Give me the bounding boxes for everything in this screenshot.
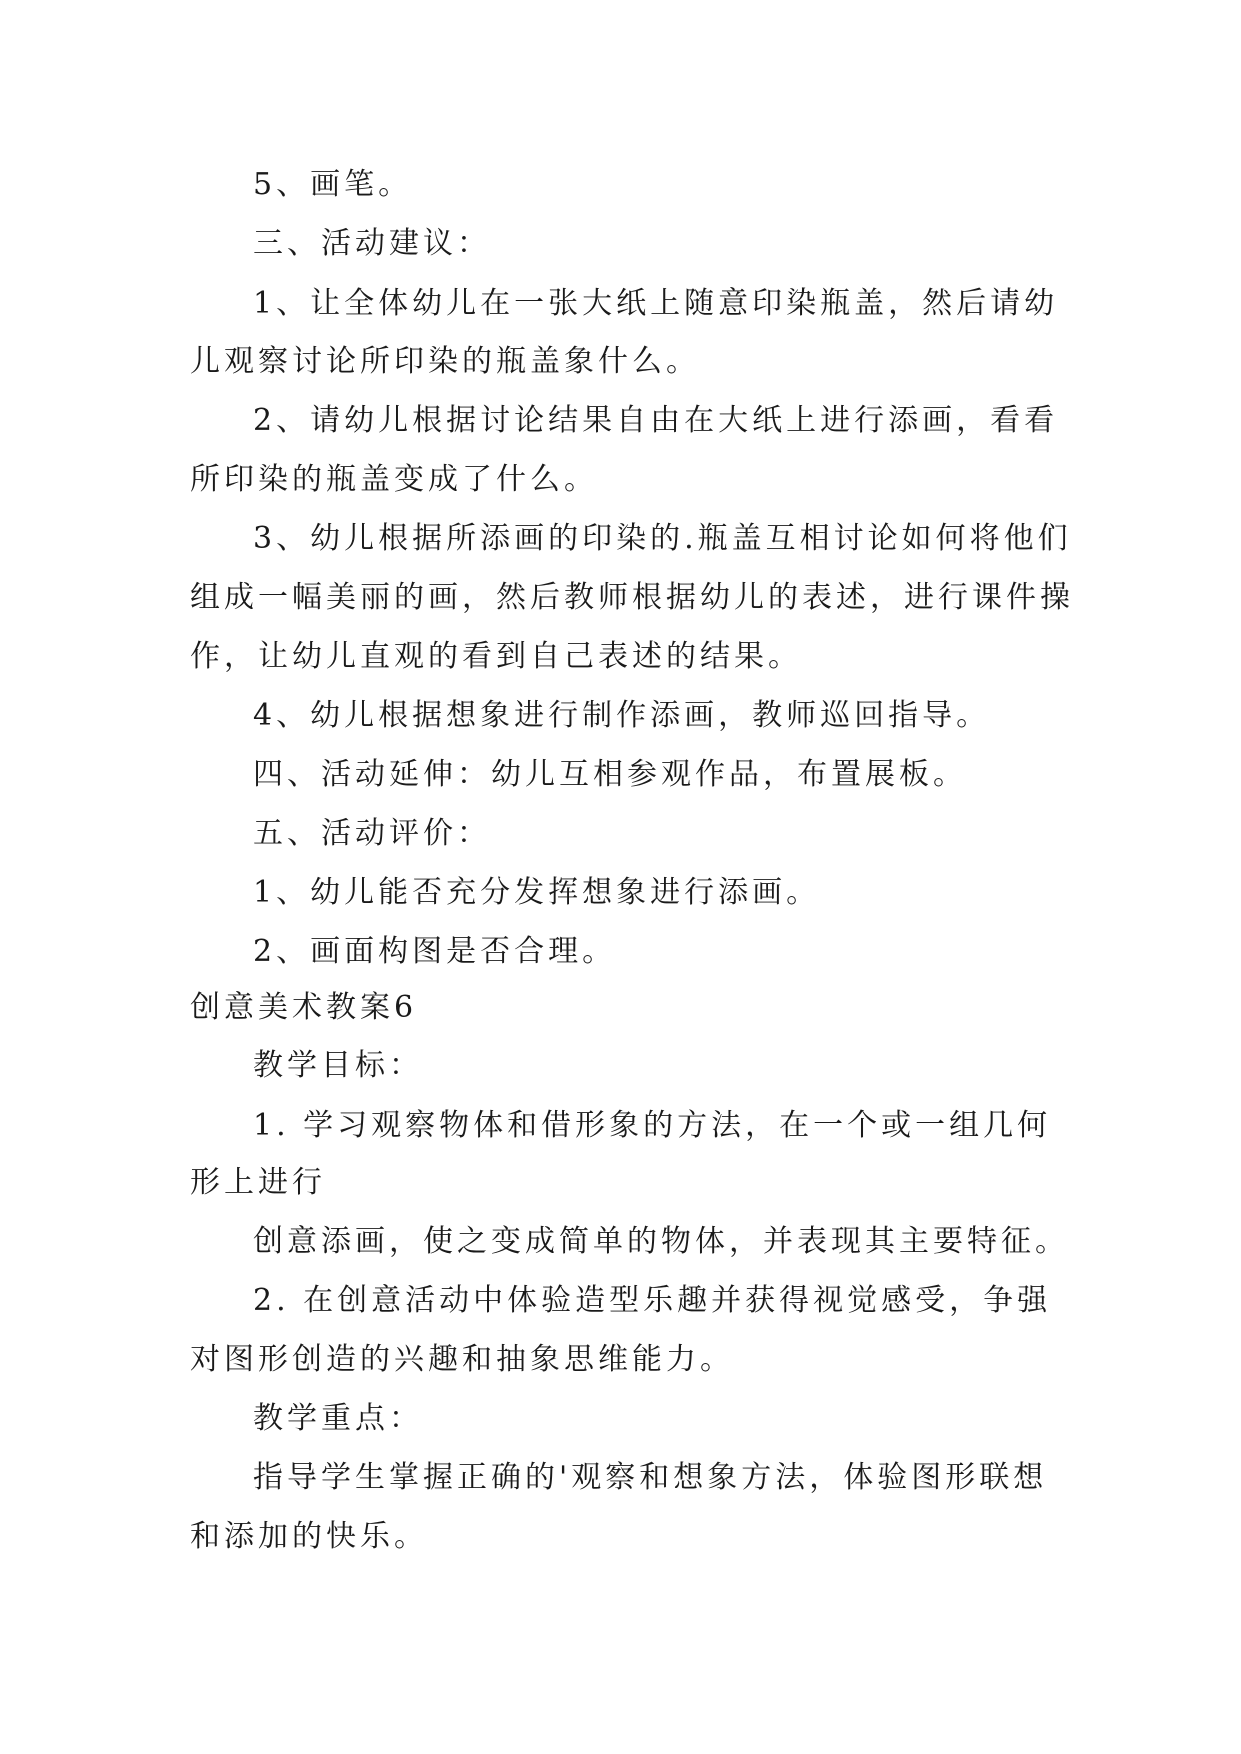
text-line: 2、画面构图是否合理。: [253, 934, 617, 969]
text-line: 1、幼儿能否充分发挥想象进行添画。: [253, 875, 821, 910]
text-line: 指导学生掌握正确的'观察和想象方法，体验图形联想: [253, 1460, 1048, 1495]
document-heading: 创意美术教案6: [190, 990, 418, 1025]
text-line: 创意添画，使之变成简单的物体，并表现其主要特征。: [253, 1224, 1069, 1259]
text-line: 形上进行: [190, 1165, 326, 1200]
text-line: 4、幼儿根据想象进行制作添画，教师巡回指导。: [253, 698, 991, 733]
text-line: 组成一幅美丽的画，然后教师根据幼儿的表述，进行课件操: [190, 580, 1074, 615]
text-line: 所印染的瓶盖变成了什么。: [190, 462, 598, 497]
text-line: 2、请幼儿根据讨论结果自由在大纸上进行添画，看看: [253, 403, 1059, 438]
text-line: 3、幼儿根据所添画的印染的.瓶盖互相讨论如何将他们: [253, 521, 1072, 556]
text-line: 1. 学习观察物体和借形象的方法，在一个或一组几何: [253, 1108, 1052, 1143]
text-line: 儿观察讨论所印染的瓶盖象什么。: [190, 344, 700, 379]
text-line: 作，让幼儿直观的看到自己表述的结果。: [190, 639, 802, 674]
text-line: 和添加的快乐。: [190, 1519, 428, 1554]
section-heading: 教学目标：: [253, 1048, 423, 1083]
section-heading: 三、活动建议：: [253, 226, 491, 261]
text-line: 1、让全体幼儿在一张大纸上随意印染瓶盖，然后请幼: [253, 286, 1059, 321]
section-heading: 五、活动评价：: [253, 816, 491, 851]
text-line: 对图形创造的兴趣和抽象思维能力。: [190, 1342, 734, 1377]
text-line: 5、画笔。: [253, 167, 413, 202]
section-heading: 教学重点：: [253, 1401, 423, 1436]
section-heading: 四、活动延伸：幼儿互相参观作品，布置展板。: [253, 757, 967, 792]
text-line: 2. 在创意活动中体验造型乐趣并获得视觉感受，争强: [253, 1283, 1052, 1318]
